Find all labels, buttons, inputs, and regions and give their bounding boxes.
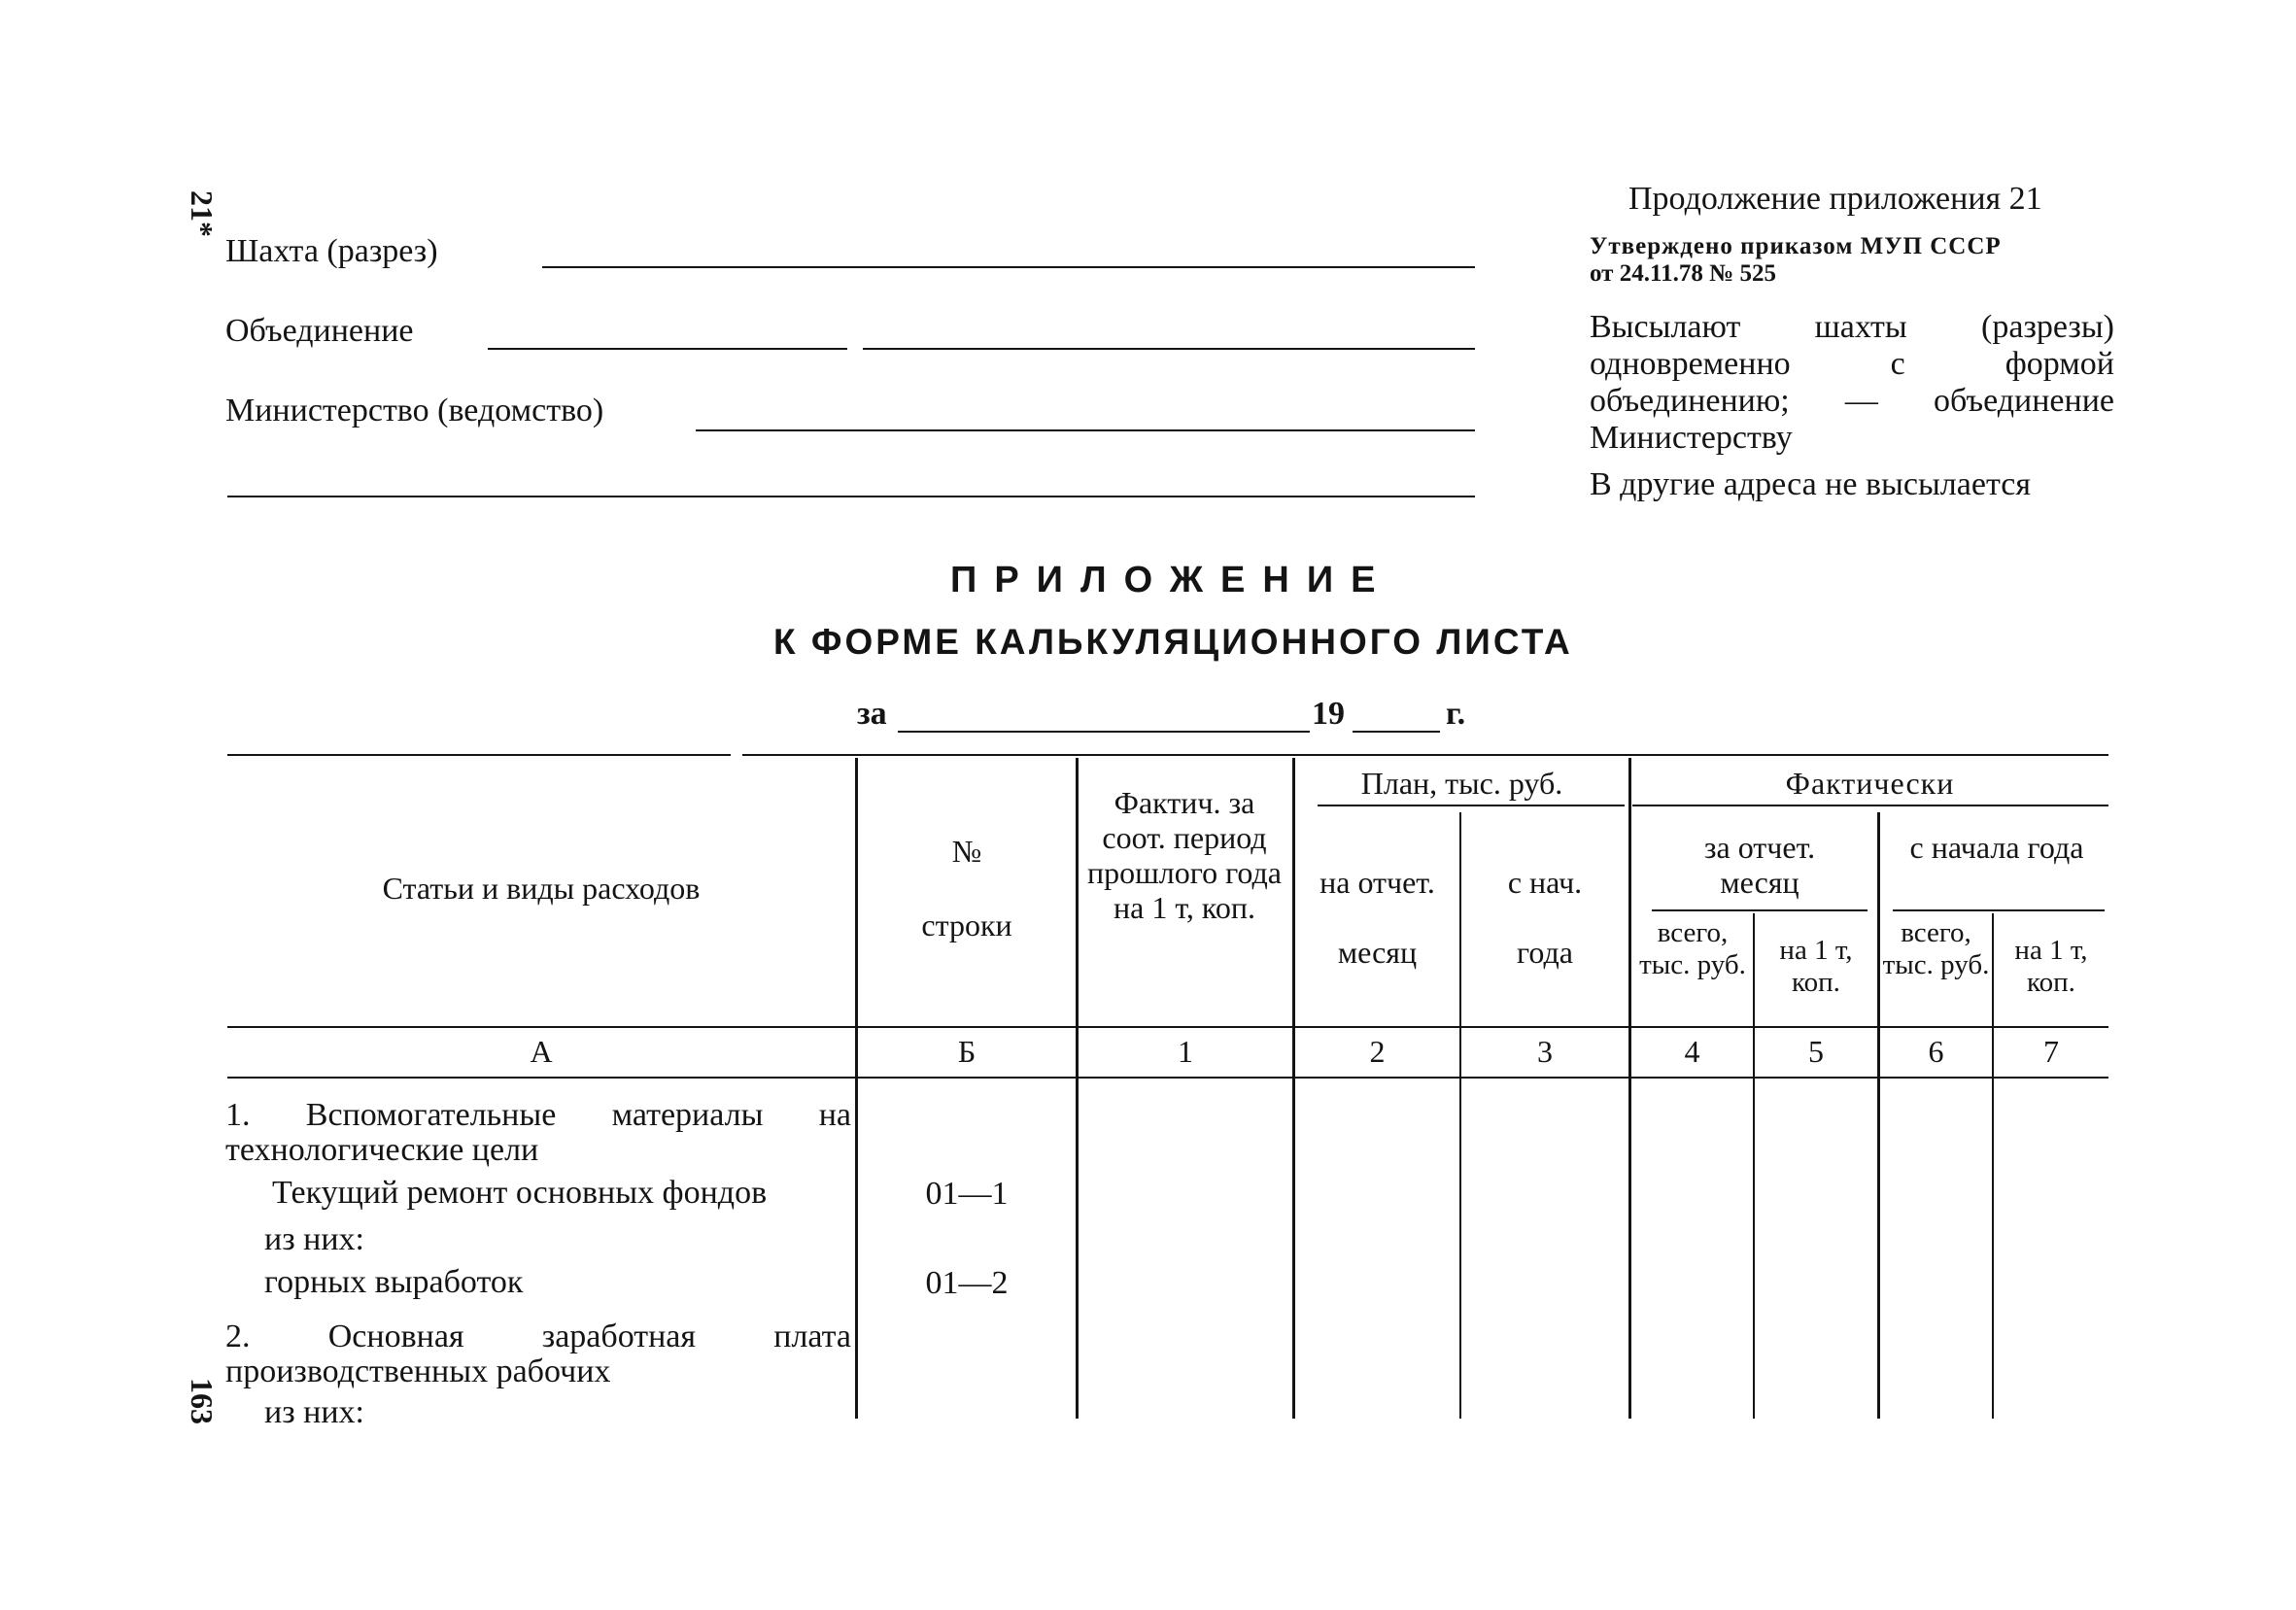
period-year-line[interactable]: [1353, 731, 1440, 733]
row-text: из них:: [264, 1221, 364, 1257]
index-bottom-rule: [227, 1077, 2108, 1079]
side-label-bottom: 163: [185, 1378, 220, 1424]
table-row: [225, 1098, 851, 1168]
vrule-7: [1877, 812, 1880, 1419]
header-actual-year-per-ton: на 1 т, коп.: [2014, 935, 2088, 998]
period-year-prefix: 19: [1312, 696, 1345, 732]
index-a: А: [530, 1034, 553, 1069]
approved-line-1: Утверждено приказом МУП СССР: [1590, 233, 2002, 259]
field-label-association: Объединение: [225, 313, 414, 349]
header-plan-month-1: на отчет.: [1319, 865, 1435, 900]
header-actual-year-total: всего, тыс. руб.: [1882, 917, 1990, 980]
header-actual-month-total: всего, тыс. руб.: [1639, 917, 1746, 980]
field-line-mine[interactable]: [542, 266, 1475, 268]
index-6: 6: [1928, 1034, 1944, 1069]
index-3: 3: [1537, 1034, 1553, 1069]
other-addresses-note: В другие адреса не высылается: [1590, 466, 2031, 502]
table-top-rule-a: [227, 754, 731, 756]
appendix-title: ПРИЛОЖЕНИЕ: [950, 560, 1393, 600]
field-line-association-a[interactable]: [488, 348, 847, 350]
appendix-subtitle: К ФОРМЕ КАЛЬКУЛЯЦИОННОГО ЛИСТА: [773, 622, 1573, 662]
send-note: Высылают шахты (разрезы) одновременно с формой объединению; — объединение Министерству: [1590, 309, 2114, 456]
approved-line-2: от 24.11.78 № 525: [1590, 260, 1776, 287]
index-4: 4: [1684, 1034, 1700, 1069]
period-prefix: за: [857, 696, 887, 732]
field-label-mine: Шахта (разрез): [225, 233, 438, 269]
index-2: 2: [1369, 1034, 1386, 1069]
actual-year-underline: [1893, 909, 2105, 911]
table-row: [264, 1222, 847, 1257]
side-label-top: 21*: [185, 190, 220, 237]
header-number-line: строки: [921, 908, 1012, 942]
row-code: 01—1: [925, 1176, 1009, 1212]
index-5: 5: [1808, 1034, 1824, 1069]
header-actual-month-per-ton: на 1 т, коп.: [1779, 935, 1853, 998]
index-1: 1: [1178, 1034, 1193, 1069]
vrule-5: [1628, 758, 1631, 1419]
header-number-sign: №: [951, 834, 982, 869]
table-top-rule-b: [742, 754, 2108, 756]
index-b: Б: [957, 1034, 977, 1069]
table-row: [264, 1395, 847, 1430]
vrule-2: [1076, 758, 1079, 1419]
period-month-line[interactable]: [898, 731, 1310, 733]
header-plan-year-2: года: [1517, 935, 1573, 970]
row-text: горных выработок: [264, 1264, 524, 1300]
header-actual: Фактически: [1785, 766, 1955, 801]
period-suffix: г.: [1446, 696, 1466, 732]
table-row: [272, 1176, 851, 1211]
table-row: [225, 1319, 851, 1389]
header-bottom-rule: [227, 1026, 2108, 1028]
row-text: из них:: [264, 1394, 364, 1430]
header-plan: План, тыс. руб.: [1360, 766, 1563, 801]
header-actual-year: с начала года: [1909, 830, 2084, 865]
table-row: [264, 1265, 847, 1300]
field-line-extra[interactable]: [227, 496, 1475, 497]
header-plan-year-1: с нач.: [1507, 865, 1583, 900]
actual-underline: [1632, 805, 2108, 806]
header-article: Статьи и виды расходов: [382, 871, 701, 906]
field-line-association-b[interactable]: [863, 348, 1475, 350]
plan-underline: [1318, 805, 1625, 806]
actual-month-underline: [1652, 909, 1868, 911]
continuation-label: Продолжение приложения 21: [1628, 181, 2042, 217]
index-7: 7: [2043, 1034, 2059, 1069]
vrule-3: [1292, 758, 1295, 1419]
field-line-ministry[interactable]: [696, 429, 1475, 431]
row-text: 1. Вспомогательные материалы на технологические цели: [225, 1097, 851, 1168]
header-plan-month-2: месяц: [1337, 935, 1418, 970]
row-text: Текущий ремонт основных фондов: [272, 1175, 768, 1211]
row-code: 01—2: [925, 1265, 1009, 1301]
header-fact-prev: Фактич. за соот. период прошлого года на 1 т, коп.: [1087, 785, 1282, 925]
header-actual-month: за отчет. месяц: [1703, 830, 1816, 900]
vrule-4: [1459, 812, 1461, 1419]
row-text: 2. Основная заработная плата производственных рабочих: [225, 1319, 851, 1389]
field-label-ministry: Министерство (ведомство): [225, 393, 604, 428]
